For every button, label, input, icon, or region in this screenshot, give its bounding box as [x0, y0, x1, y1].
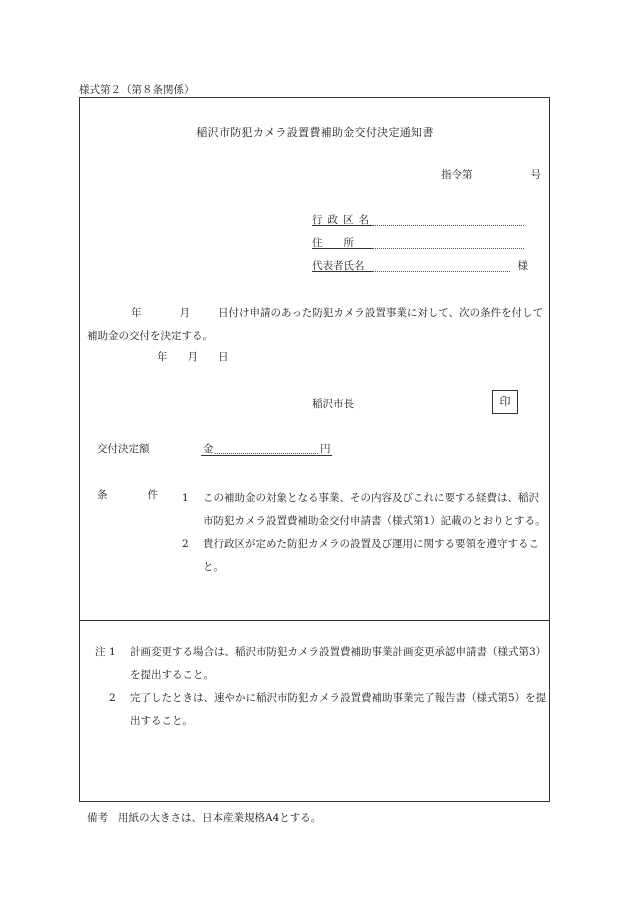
condition-item — [182, 533, 548, 579]
note-item — [95, 641, 547, 687]
date-year: 年 — [157, 351, 168, 363]
document-number-suffix: 号 — [530, 169, 541, 181]
amount-unit: 円 — [320, 443, 331, 455]
body-year: 年 — [131, 307, 142, 319]
note-item — [95, 687, 547, 733]
representative-label-underline — [312, 271, 372, 272]
honorific: 様 — [517, 260, 528, 272]
body-text: 日付け申請のあった防犯カメラ設置事業に対して、次の条件を付して補助金の交付を決定する。 — [87, 307, 544, 342]
issuer-title: 稲沢市長 — [312, 398, 354, 410]
conditions-label-part1: 条 — [97, 489, 108, 501]
footnote-text: 用紙の大きさは、日本産業規格A4とする。 — [118, 812, 322, 824]
address-dotted-line — [372, 248, 524, 249]
address-label-underline — [312, 248, 372, 249]
document-number-prefix: 指令第 — [441, 169, 473, 181]
body-month: 月 — [179, 307, 190, 319]
district-label-underline — [312, 225, 372, 226]
footnote-label: 備考 — [87, 812, 108, 824]
amount-label: 交付決定額 — [97, 443, 150, 455]
condition-item — [182, 487, 548, 533]
conditions-label — [97, 487, 158, 502]
date-month: 月 — [187, 351, 198, 363]
note-text: 計画変更する場合は、稲沢市防犯カメラ設置費補助事業計画変更承認申請書（様式第3）を提出すること。 — [130, 646, 547, 681]
representative-dotted-line — [372, 271, 510, 272]
district-dotted-line — [372, 225, 524, 226]
amount-dotted-line — [215, 453, 318, 454]
amount-prefix: 金 — [203, 443, 214, 455]
footnote — [87, 810, 321, 825]
conditions-list — [182, 487, 548, 579]
condition-text: この補助金の対象となる事業、その内容及びこれに要する経費は、稲沢市防犯カメラ設置費補助金交付申請書（様式第1）記載のとおりとする。 — [203, 492, 546, 527]
notes-prefix: 注 — [95, 646, 106, 658]
district-label: 行政区名 — [312, 214, 374, 226]
district-field — [312, 212, 524, 226]
decision-date — [157, 349, 229, 364]
amount-underline — [201, 455, 332, 456]
notes-section — [95, 641, 547, 733]
notes-divider — [79, 620, 550, 621]
document-number — [441, 167, 541, 182]
condition-number: 1 — [182, 492, 189, 504]
seal-box: 印 — [492, 390, 518, 414]
condition-number: 2 — [182, 538, 189, 550]
address-label: 住 所 — [312, 237, 354, 249]
note-text: 完了したときは、速やかに稲沢市防犯カメラ設置費補助事業完了報告書（様式第5）を提出すること。 — [130, 692, 547, 727]
representative-label: 代表者氏名 — [312, 260, 365, 272]
document-title: 稲沢市防犯カメラ設置費補助金交付決定通知書 — [196, 126, 434, 139]
decision-paragraph — [87, 302, 547, 348]
representative-field — [312, 258, 528, 272]
conditions-label-part2: 件 — [147, 489, 158, 501]
form-label: 様式第２（第８条関係） — [79, 84, 195, 96]
address-field — [312, 235, 524, 249]
note-number: 1 — [109, 646, 116, 658]
note-number: 2 — [109, 692, 116, 704]
date-day: 日 — [218, 351, 229, 363]
condition-text: 貴行政区が定めた防犯カメラの設置及び運用に関する要領を遵守すること。 — [203, 538, 539, 573]
